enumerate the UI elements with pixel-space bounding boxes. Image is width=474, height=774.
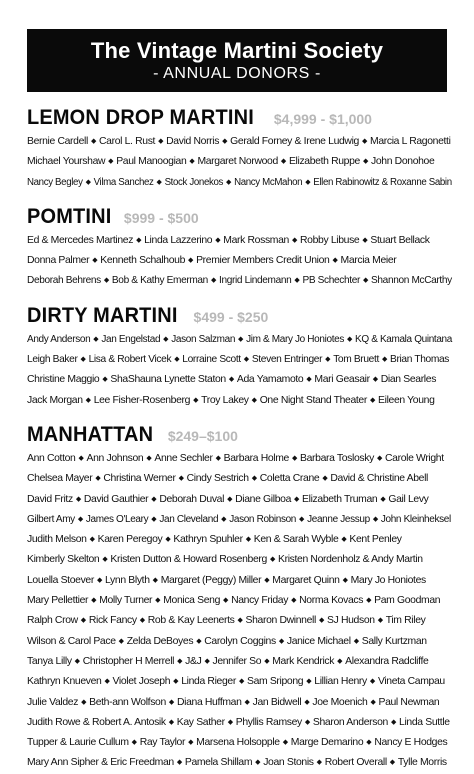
diamond-separator-icon: ◆ xyxy=(188,257,194,265)
donor-name: Bob & Kathy Emerman xyxy=(111,275,208,287)
donor-name: Kay Sather xyxy=(176,716,225,728)
diamond-separator-icon: ◆ xyxy=(152,576,158,584)
donor-name: Mari Geasair xyxy=(314,374,370,386)
donor-name: Norma Kovacs xyxy=(299,595,364,607)
diamond-separator-icon: ◆ xyxy=(369,678,375,686)
diamond-separator-icon: ◆ xyxy=(158,138,164,145)
donor-line xyxy=(27,251,447,271)
diamond-separator-icon: ◆ xyxy=(316,759,322,767)
section-lemon-drop-martini xyxy=(27,106,452,193)
donor-line xyxy=(27,550,447,570)
donor-name: John Kleinheksel xyxy=(380,513,451,525)
diamond-separator-icon: ◆ xyxy=(136,236,142,244)
donor-list xyxy=(27,330,452,411)
donor-name: Ken & Sarah Wyble xyxy=(253,534,339,546)
donor-name: Ray Taylor xyxy=(139,737,186,749)
donor-line xyxy=(27,173,452,193)
page-title: The Vintage Martini Society xyxy=(90,37,384,63)
donor-name: Stock Jonekos xyxy=(164,176,224,188)
diamond-separator-icon: ◆ xyxy=(376,454,382,462)
section-manhattan xyxy=(27,422,451,774)
donor-name: Ralph Crow xyxy=(27,615,78,627)
donor-name: Jan Engelstad xyxy=(101,333,161,345)
diamond-separator-icon: ◆ xyxy=(204,657,210,665)
donor-name: David Fritz xyxy=(27,493,73,505)
section-pomtini xyxy=(27,204,452,292)
diamond-separator-icon: ◆ xyxy=(80,617,86,625)
donor-name: Elizabeth Ruppe xyxy=(288,156,360,168)
diamond-separator-icon: ◆ xyxy=(156,178,162,186)
diamond-separator-icon: ◆ xyxy=(243,356,249,364)
donor-name: Elizabeth Truman xyxy=(302,493,378,505)
donor-name: Sally Kurtzman xyxy=(361,635,427,647)
diamond-separator-icon: ◆ xyxy=(353,637,359,645)
diamond-separator-icon: ◆ xyxy=(96,576,103,584)
section-range: $249–$100 xyxy=(167,427,238,444)
diamond-separator-icon: ◆ xyxy=(366,739,372,747)
donor-line xyxy=(27,132,451,152)
donor-name: Judith Melson xyxy=(27,534,87,546)
donor-name: Deborah Duval xyxy=(159,493,225,505)
donor-name: Vilma Sanchez xyxy=(93,176,154,188)
donor-name: David & Christine Abell xyxy=(330,473,428,485)
donor-name: Diana Huffman xyxy=(176,696,242,708)
diamond-separator-icon: ◆ xyxy=(102,556,108,564)
donor-name: Chelsea Mayer xyxy=(27,473,93,485)
diamond-separator-icon: ◆ xyxy=(282,739,288,747)
diamond-separator-icon: ◆ xyxy=(318,617,324,625)
donor-name: Lorraine Scott xyxy=(182,354,241,366)
diamond-separator-icon: ◆ xyxy=(389,759,395,767)
diamond-separator-icon: ◆ xyxy=(294,277,300,285)
donor-name: Wilson & Carol Pace xyxy=(27,635,116,647)
donor-name: Brian Thomas xyxy=(390,354,450,366)
donor-line xyxy=(27,271,452,291)
donor-name: Steven Entringer xyxy=(251,354,323,366)
donor-line xyxy=(27,330,452,350)
donor-name: Mary Jo Honiotes xyxy=(350,574,426,586)
donor-name: Ellen Rabinowitz & Roxanne Sabin xyxy=(313,176,452,188)
diamond-separator-icon: ◆ xyxy=(95,475,101,483)
section-range: $499 - $250 xyxy=(193,308,269,325)
donor-name: Linda Lazzerino xyxy=(144,234,213,246)
donor-line xyxy=(27,753,447,773)
diamond-separator-icon: ◆ xyxy=(176,759,182,767)
diamond-separator-icon: ◆ xyxy=(305,178,311,186)
donor-line xyxy=(27,490,447,510)
donor-name: Donna Palmer xyxy=(27,255,90,267)
donor-name: One Night Stand Theater xyxy=(259,394,367,406)
diamond-separator-icon: ◆ xyxy=(306,376,312,384)
donor-name: Ingrid Lindemann xyxy=(219,275,292,287)
donor-name: Shannon McCarthy xyxy=(371,275,452,287)
diamond-separator-icon: ◆ xyxy=(342,576,348,584)
diamond-separator-icon: ◆ xyxy=(168,698,174,706)
diamond-separator-icon: ◆ xyxy=(177,657,183,665)
donor-name: Mark Rossman xyxy=(223,234,289,246)
diamond-separator-icon: ◆ xyxy=(306,678,312,686)
section-heading xyxy=(27,106,447,132)
donor-name: Janice Michael xyxy=(286,635,351,647)
donor-line xyxy=(27,632,447,652)
donor-name: Cindy Sestrich xyxy=(186,473,249,485)
diamond-separator-icon: ◆ xyxy=(81,698,87,706)
diamond-separator-icon: ◆ xyxy=(75,495,81,503)
donor-name: Gilbert Amy xyxy=(27,513,75,525)
diamond-separator-icon: ◆ xyxy=(291,454,298,462)
diamond-separator-icon: ◆ xyxy=(372,376,378,384)
donor-name: Rob & Kay Leenerts xyxy=(147,615,235,627)
section-title: DIRTY MARTINI xyxy=(27,303,178,327)
diamond-separator-icon: ◆ xyxy=(93,335,99,343)
donor-name: Marcia Meier xyxy=(340,255,397,267)
diamond-separator-icon: ◆ xyxy=(155,597,161,605)
diamond-separator-icon: ◆ xyxy=(264,576,270,584)
donor-name: Kristen Dutton & Howard Rosenberg xyxy=(110,554,267,566)
donor-line xyxy=(27,713,450,733)
donor-name: Nancy Begley xyxy=(27,176,83,188)
section-heading xyxy=(27,205,447,231)
donor-name: Monica Seng xyxy=(163,595,221,607)
diamond-separator-icon: ◆ xyxy=(174,356,180,364)
diamond-separator-icon: ◆ xyxy=(341,536,347,544)
section-title: MANHATTAN xyxy=(27,422,154,446)
diamond-separator-icon: ◆ xyxy=(188,739,194,747)
diamond-separator-icon: ◆ xyxy=(74,657,80,665)
donor-name: Pamela Shillam xyxy=(184,757,253,769)
diamond-separator-icon: ◆ xyxy=(264,657,270,665)
donor-name: Linda Rieger xyxy=(181,676,236,688)
diamond-separator-icon: ◆ xyxy=(361,138,368,145)
diamond-separator-icon: ◆ xyxy=(390,718,397,726)
donor-name: Stuart Bellack xyxy=(370,234,430,246)
donor-name: Lillian Henry xyxy=(314,676,367,688)
donor-page xyxy=(0,29,474,769)
donor-list xyxy=(27,132,452,193)
donor-name: Mark Kendrick xyxy=(272,655,335,667)
donor-line xyxy=(27,469,447,489)
donor-name: Ann Cotton xyxy=(27,452,76,464)
donor-list xyxy=(27,449,451,774)
diamond-separator-icon: ◆ xyxy=(178,475,184,483)
donor-name: Pam Goodman xyxy=(374,595,441,607)
diamond-separator-icon: ◆ xyxy=(372,515,378,523)
donor-name: Joe Moenich xyxy=(312,696,368,708)
donor-name: Ed & Mercedes Martinez xyxy=(27,234,134,246)
diamond-separator-icon: ◆ xyxy=(80,356,86,364)
donor-name: Ada Yamamoto xyxy=(236,374,304,386)
donor-name: Kathryn Spuhler xyxy=(173,534,243,546)
diamond-separator-icon: ◆ xyxy=(362,158,369,166)
diamond-separator-icon: ◆ xyxy=(102,376,108,384)
diamond-separator-icon: ◆ xyxy=(377,617,383,625)
donor-name: Michael Yourshaw xyxy=(27,156,106,168)
diamond-separator-icon: ◆ xyxy=(332,257,338,265)
diamond-separator-icon: ◆ xyxy=(381,356,387,364)
donor-line xyxy=(27,391,447,411)
diamond-separator-icon: ◆ xyxy=(346,335,353,343)
diamond-separator-icon: ◆ xyxy=(380,495,386,503)
donor-name: Kathryn Knueven xyxy=(27,676,102,688)
diamond-separator-icon: ◆ xyxy=(85,396,91,404)
donor-name: Jim & Mary Jo Honiotes xyxy=(246,333,344,345)
donor-name: Paul Manoogian xyxy=(116,156,187,168)
donor-name: Premier Members Credit Union xyxy=(196,255,330,267)
donor-line xyxy=(27,370,447,390)
donor-name: Diane Gilboa xyxy=(235,493,291,505)
diamond-separator-icon: ◆ xyxy=(227,718,233,726)
donor-name: Leigh Baker xyxy=(27,354,78,366)
donor-line xyxy=(27,510,451,530)
donor-name: Zelda DeBoyes xyxy=(126,635,194,647)
donor-name: Kimberly Skelton xyxy=(27,554,100,566)
diamond-separator-icon: ◆ xyxy=(85,178,91,186)
donor-name: Margaret (Peggy) Miller xyxy=(160,574,262,586)
donor-name: Joan Stonis xyxy=(263,757,314,769)
donor-name: Ann Johnson xyxy=(86,452,144,464)
page-subtitle: - ANNUAL DONORS - xyxy=(153,64,321,82)
donor-name: ShaShauna Lynette Staton xyxy=(110,374,226,386)
diamond-separator-icon: ◆ xyxy=(369,396,376,404)
donor-name: Nancy McMahon xyxy=(234,176,303,188)
diamond-separator-icon: ◆ xyxy=(366,597,372,605)
diamond-separator-icon: ◆ xyxy=(238,678,244,686)
donor-name: Jan Bidwell xyxy=(252,696,302,708)
donor-line xyxy=(27,571,447,591)
donor-name: Jason Robinson xyxy=(229,513,297,525)
donor-line xyxy=(27,652,447,672)
donor-name: Sharon Dwinnell xyxy=(245,615,316,627)
diamond-separator-icon: ◆ xyxy=(139,617,145,625)
section-title: LEMON DROP MARTINI xyxy=(27,106,254,129)
diamond-separator-icon: ◆ xyxy=(193,396,199,404)
donor-name: Marsena Holsopple xyxy=(196,737,280,749)
donor-name: Margaret Norwood xyxy=(197,156,278,168)
donor-name: Sam Sripong xyxy=(247,676,304,688)
donor-name: Deborah Behrens xyxy=(27,275,101,287)
diamond-separator-icon: ◆ xyxy=(291,597,297,605)
diamond-separator-icon: ◆ xyxy=(108,158,114,166)
diamond-separator-icon: ◆ xyxy=(151,495,157,503)
section-range: $999 - $500 xyxy=(123,209,199,226)
diamond-separator-icon: ◆ xyxy=(251,396,257,404)
diamond-separator-icon: ◆ xyxy=(251,475,257,483)
donor-name: Robert Overall xyxy=(324,757,387,769)
donor-name: Gail Levy xyxy=(388,493,429,505)
diamond-separator-icon: ◆ xyxy=(89,536,95,544)
diamond-separator-icon: ◆ xyxy=(163,335,169,343)
diamond-separator-icon: ◆ xyxy=(189,158,195,166)
diamond-separator-icon: ◆ xyxy=(280,158,286,166)
donor-name: Eileen Young xyxy=(378,394,435,406)
diamond-separator-icon: ◆ xyxy=(131,739,137,747)
donor-name: Anne Sechler xyxy=(154,452,213,464)
diamond-separator-icon: ◆ xyxy=(78,454,84,462)
donor-line xyxy=(27,449,447,469)
donor-line xyxy=(27,591,447,611)
donor-line xyxy=(27,152,447,172)
donor-line xyxy=(27,693,447,713)
donor-line xyxy=(27,350,450,370)
section-dirty-martini xyxy=(27,303,452,411)
diamond-separator-icon: ◆ xyxy=(322,475,328,483)
diamond-separator-icon: ◆ xyxy=(238,335,244,343)
section-title: POMTINI xyxy=(27,204,112,228)
donor-name: Louella Stoever xyxy=(27,574,94,586)
donor-name: Carol L. Rust xyxy=(99,136,156,147)
diamond-separator-icon: ◆ xyxy=(304,698,310,706)
donor-name: Kristen Nordenholz & Andy Martin xyxy=(278,554,423,566)
diamond-separator-icon: ◆ xyxy=(92,257,98,265)
diamond-separator-icon: ◆ xyxy=(237,617,243,625)
donor-name: Jeanne Jessup xyxy=(307,513,370,525)
donor-name: Linda Suttle xyxy=(399,716,450,728)
diamond-separator-icon: ◆ xyxy=(77,515,83,523)
diamond-separator-icon: ◆ xyxy=(278,637,284,645)
donor-name: Tanya Lilly xyxy=(27,655,72,667)
diamond-separator-icon: ◆ xyxy=(245,536,251,544)
donor-name: Mary Pellettier xyxy=(27,595,89,607)
donor-name: Alexandra Radcliffe xyxy=(345,655,429,667)
section-heading xyxy=(27,423,447,449)
diamond-separator-icon: ◆ xyxy=(294,495,300,503)
donor-name: Carole Wright xyxy=(385,452,444,464)
donor-line xyxy=(27,530,447,550)
donor-name: Paul Newman xyxy=(378,696,440,708)
diamond-separator-icon: ◆ xyxy=(168,718,174,726)
diamond-separator-icon: ◆ xyxy=(244,698,250,706)
donor-name: Christopher H Merrell xyxy=(82,655,175,667)
donor-name: Gerald Forney & Irene Ludwig xyxy=(230,136,359,147)
diamond-separator-icon: ◆ xyxy=(151,515,157,523)
donor-name: Mary Ann Sipher & Eric Freedman xyxy=(27,757,174,769)
donor-line xyxy=(27,611,447,631)
donor-name: Robby Libuse xyxy=(300,234,360,246)
diamond-separator-icon: ◆ xyxy=(165,536,171,544)
diamond-separator-icon: ◆ xyxy=(325,356,331,364)
diamond-separator-icon: ◆ xyxy=(118,637,124,645)
diamond-separator-icon: ◆ xyxy=(222,138,228,145)
donor-name: Nancy Friday xyxy=(231,595,289,607)
donor-name: Coletta Crane xyxy=(259,473,320,485)
donor-line xyxy=(27,733,447,753)
donor-name: Sharon Anderson xyxy=(312,716,388,728)
diamond-separator-icon: ◆ xyxy=(223,597,229,605)
donor-name: Violet Joseph xyxy=(112,676,171,688)
donor-line xyxy=(27,231,447,251)
donor-line xyxy=(27,672,447,692)
diamond-separator-icon: ◆ xyxy=(90,138,96,145)
donor-name: Beth-ann Wolfson xyxy=(89,696,166,708)
donor-name: Tim Riley xyxy=(385,615,426,627)
donor-name: Marge Demarino xyxy=(290,737,364,749)
donor-name: Nancy E Hodges xyxy=(374,737,448,749)
donor-name: Christina Werner xyxy=(103,473,176,485)
diamond-separator-icon: ◆ xyxy=(173,678,179,686)
donor-name: Bernie Cardell xyxy=(27,136,88,147)
donor-name: Tylle Morris xyxy=(397,757,447,769)
diamond-separator-icon: ◆ xyxy=(215,236,221,244)
diamond-separator-icon: ◆ xyxy=(226,178,232,186)
donor-name: Troy Lakey xyxy=(201,394,249,406)
donor-name: Tupper & Laurie Cullum xyxy=(27,737,129,749)
header-banner xyxy=(27,29,447,92)
section-range: $4,999 - $1,000 xyxy=(273,111,372,127)
diamond-separator-icon: ◆ xyxy=(227,495,233,503)
donor-name: Jack Morgan xyxy=(27,394,83,406)
donor-name: Karen Peregoy xyxy=(97,534,163,546)
diamond-separator-icon: ◆ xyxy=(362,236,368,244)
donor-name: Rick Fancy xyxy=(88,615,137,627)
donor-name: Margaret Quinn xyxy=(272,574,340,586)
donor-name: Christine Maggio xyxy=(27,374,100,386)
donor-name: Judith Rowe & Robert A. Antosik xyxy=(27,716,166,728)
donor-name: Jennifer So xyxy=(212,655,262,667)
diamond-separator-icon: ◆ xyxy=(255,759,261,767)
donor-name: Marcia L Ragonetti xyxy=(370,136,451,147)
donor-name: David Gauthier xyxy=(83,493,149,505)
donor-name: Julie Valdez xyxy=(27,696,79,708)
diamond-separator-icon: ◆ xyxy=(104,678,110,686)
donor-name: Tom Bruett xyxy=(333,354,379,366)
donor-name: J&J xyxy=(185,655,202,667)
donor-name: Jan Cleveland xyxy=(159,513,219,525)
donor-name: Phyllis Ramsey xyxy=(235,716,302,728)
donor-name: Carolyn Coggins xyxy=(204,635,276,647)
diamond-separator-icon: ◆ xyxy=(146,454,152,462)
donor-name: Andy Anderson xyxy=(27,333,91,345)
donor-name: Lee Fisher-Rosenberg xyxy=(93,394,191,406)
diamond-separator-icon: ◆ xyxy=(228,376,234,384)
diamond-separator-icon: ◆ xyxy=(210,277,216,285)
donor-name: Lisa & Robert Vicek xyxy=(88,354,172,366)
diamond-separator-icon: ◆ xyxy=(370,698,376,706)
donor-name: SJ Hudson xyxy=(327,615,375,627)
donor-name: David Norris xyxy=(166,136,220,147)
donor-name: John Donohoe xyxy=(371,156,435,168)
donor-name: Kenneth Schalhoub xyxy=(100,255,186,267)
diamond-separator-icon: ◆ xyxy=(362,277,369,285)
section-heading xyxy=(27,304,447,330)
donor-list xyxy=(27,231,452,292)
diamond-separator-icon: ◆ xyxy=(196,637,202,645)
donor-name: KQ & Kamala Quintana xyxy=(355,333,452,345)
donor-name: Barbara Toslosky xyxy=(300,452,374,464)
donor-name: Kent Penley xyxy=(349,534,402,546)
donor-name: Molly Turner xyxy=(99,595,153,607)
diamond-separator-icon: ◆ xyxy=(215,454,221,462)
donor-name: Barbara Holme xyxy=(223,452,289,464)
diamond-separator-icon: ◆ xyxy=(269,556,275,564)
donor-name: Lynn Blyth xyxy=(105,574,150,586)
donor-name: PB Schechter xyxy=(302,275,360,287)
diamond-separator-icon: ◆ xyxy=(299,515,305,523)
diamond-separator-icon: ◆ xyxy=(291,236,298,244)
donor-name: Dian Searles xyxy=(380,374,437,386)
diamond-separator-icon: ◆ xyxy=(91,597,97,605)
donor-name: Jason Salzman xyxy=(171,333,236,345)
diamond-separator-icon: ◆ xyxy=(103,277,109,285)
diamond-separator-icon: ◆ xyxy=(221,515,227,523)
diamond-separator-icon: ◆ xyxy=(304,718,310,726)
donor-name: James O'Leary xyxy=(85,513,149,525)
donor-name: Vineta Campau xyxy=(377,676,445,688)
diamond-separator-icon: ◆ xyxy=(337,657,343,665)
